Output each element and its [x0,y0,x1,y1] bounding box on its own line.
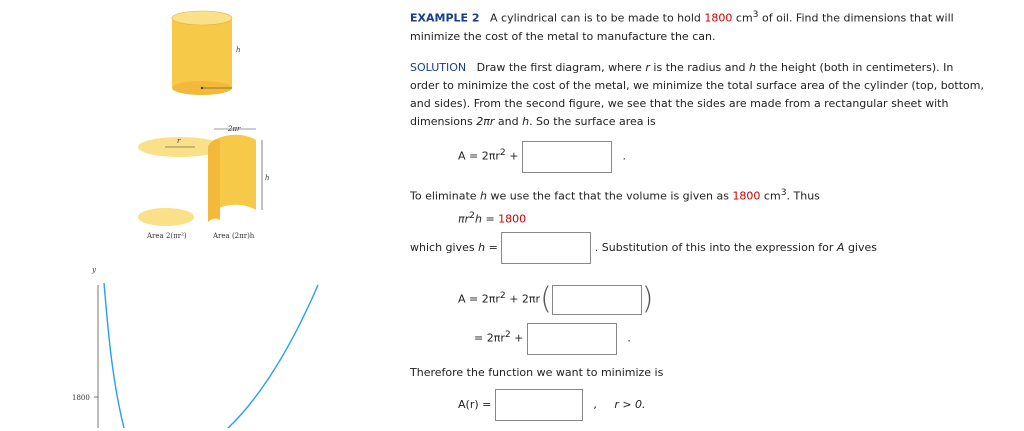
answer-input-5[interactable] [495,389,583,421]
graph-curve-left [104,283,124,428]
solution-line4c: h [522,115,530,128]
equation-substitution [458,281,654,315]
cylinder-body [172,18,232,88]
example-text3: minimize the cost of the metal to manufacture the can. [410,29,716,43]
gives-eq: = [485,241,498,254]
equation-simplified [474,319,631,355]
solution-t3: the height (both in centimeters). In [755,61,954,74]
eliminate-text [410,184,1020,206]
figures-panel [0,0,400,428]
eq2-h: h = [474,212,499,226]
solution-line4d: . So the surface area is [529,115,656,128]
solution-h: h [748,61,756,74]
answer-input-4[interactable] [527,323,617,355]
gives-h: h [478,241,486,254]
eliminate-unit: cm [760,189,781,203]
gives-t2: . Substitution of this into the expression for [594,241,837,254]
eq4-lhs: = 2πr [474,331,505,345]
solution-dims: 2πr [476,115,495,128]
disk-bottom [138,208,194,226]
solution-line4b: and [494,115,523,128]
sheet-body [214,135,256,210]
eq3-sq: 2 [499,290,506,301]
gives-t1: which gives [410,241,479,254]
sheet-curl [208,139,220,222]
equation-volume [458,207,526,229]
solution-line4a: dimensions [410,115,477,128]
eq3-open-paren: ( [540,281,552,317]
example-heading [410,6,1020,46]
eq3-lhs: A = 2πr [458,292,500,306]
solution-r: r [645,61,650,74]
disk-r-label: r [177,137,181,145]
eq3-mid: + 2πr [505,292,541,306]
solution-t1: Draw the first diagram, where [476,61,646,74]
example-text: A cylindrical can is to be made to hold [490,11,705,25]
graph-curve-right [228,285,318,428]
answer-input-1[interactable] [522,141,612,173]
cylinder-figure [172,11,241,95]
figures-svg [0,0,400,428]
cylinder-top [172,11,232,25]
graph [72,266,318,428]
sheet-figure [208,125,270,222]
eliminate-t4: . Thus [786,189,820,203]
eq2-sq: 2 [469,210,475,221]
eq4-plus: + [510,331,524,345]
sheet-w-label: 2πr [228,125,241,133]
solution-line3: and sides). From the second figure, we see that the sides are made from a rectangular sheet with [410,97,949,110]
example-text2: of oil. Find the dimensions that will [758,11,954,25]
eliminate-t1: To eliminate [410,189,481,203]
eq4-sq: 2 [504,329,511,340]
eq5-lhs: A(r) = [458,398,492,411]
eq5-comma: , [593,398,597,411]
sheet-h-label: h [265,174,270,182]
cylinder-center-dot [201,87,203,89]
therefore-text: Therefore the function we want to minimize is [410,366,664,379]
eq1-plus: + [505,149,519,163]
eq1-sq: 2 [499,147,506,158]
eq2-value: 1800 [498,212,527,226]
solution-label: SOLUTION [410,61,467,74]
example-cube: 3 [752,9,759,20]
eq1-lhs: A = 2πr [458,149,500,163]
graph-y-label: y [92,266,96,274]
graph-tick-label: 1800 [72,394,90,402]
example-title: EXAMPLE 2 [410,11,480,25]
eliminate-cube: 3 [780,187,787,198]
cylinder-h-label: h [236,46,241,54]
solution-line2: order to minimize the cost of the metal, we minimize the total surface area of the cylinder (top, bottom, [410,79,984,92]
area-sheet-caption: Area (2πr)h [213,232,255,240]
eq1-dot: . [622,149,626,163]
solution-t2: is the radius and [649,61,749,74]
example-unit: cm [732,11,753,25]
equation-surface-area [458,137,626,173]
eq2-lhs: πr [458,212,470,226]
answer-input-3[interactable] [552,285,642,315]
eliminate-volume: 1800 [732,189,761,203]
gives-A: A [836,241,845,254]
gives-t3: gives [844,241,877,254]
eq5-condition: r > 0. [614,398,646,411]
eliminate-h: h [480,189,488,203]
eq4-dot: . [627,331,631,345]
gives-line [410,232,877,264]
equation-function [458,389,646,421]
area-disk-caption: Area 2(πr²) [147,232,187,240]
answer-input-2[interactable] [501,232,591,264]
eq3-close-paren: ) [641,281,654,317]
example-volume: 1800 [704,11,733,25]
solution-paragraph [410,59,1020,131]
eliminate-t2: we use the fact that the volume is given as [487,189,733,203]
